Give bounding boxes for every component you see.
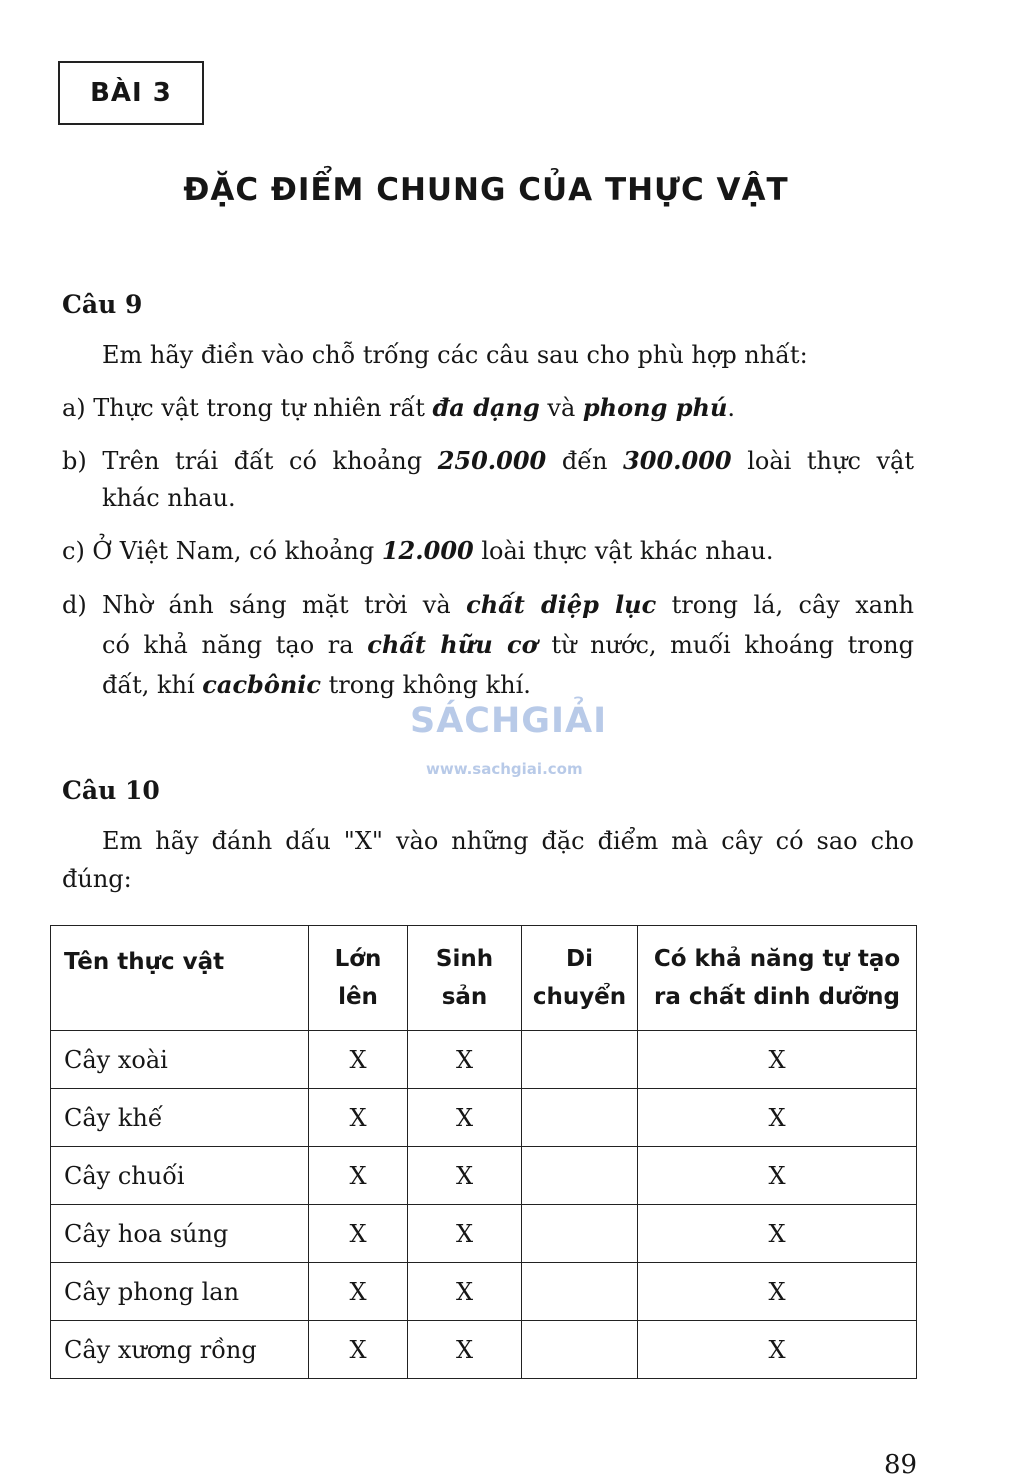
answer-d-line-3 bbox=[102, 670, 531, 699]
answer-a-blank-2: phong phú bbox=[582, 393, 728, 422]
answer-d-line-2-text: có khả năng tạo ra bbox=[102, 631, 368, 659]
answer-a-blank-1: đa dạng bbox=[432, 393, 540, 422]
self-nutrition-cell: X bbox=[638, 1205, 917, 1263]
table-row bbox=[51, 1321, 917, 1379]
question-10-title: Câu 10 bbox=[62, 776, 160, 805]
reproduction-cell: X bbox=[408, 1147, 522, 1205]
growth-cell: X bbox=[309, 1089, 408, 1147]
header-self-nutrition-line-1: Có khả năng tự tạo bbox=[653, 946, 901, 972]
header-reproduction-line-2: sản bbox=[441, 984, 488, 1010]
header-growth-line-2: lên bbox=[338, 984, 378, 1010]
answer-a-text-end: . bbox=[727, 394, 736, 422]
movement-cell bbox=[522, 1147, 638, 1205]
answer-b-line-2: khác nhau. bbox=[102, 484, 236, 512]
answer-d-line-3-text: đất, khí bbox=[102, 671, 203, 699]
reproduction-cell: X bbox=[408, 1205, 522, 1263]
question-10-prompt-line-2: đúng: bbox=[62, 865, 132, 893]
answer-d-line-2-end: từ nước, muối khoáng trong bbox=[537, 631, 915, 659]
table-row bbox=[51, 1031, 917, 1089]
growth-cell: X bbox=[309, 1147, 408, 1205]
self-nutrition-cell: X bbox=[638, 1147, 917, 1205]
watermark-url: www.sachgiai.com bbox=[426, 760, 583, 778]
traits-table bbox=[50, 925, 917, 1379]
plant-name-cell: Cây xương rồng bbox=[51, 1321, 309, 1379]
table-header-row bbox=[51, 926, 917, 1031]
reproduction-cell: X bbox=[408, 1089, 522, 1147]
question-9-title: Câu 9 bbox=[62, 290, 143, 319]
self-nutrition-cell: X bbox=[638, 1321, 917, 1379]
plant-name-cell: Cây khế bbox=[51, 1089, 309, 1147]
table-row bbox=[51, 1263, 917, 1321]
answer-d-blank-2: chất hữu cơ bbox=[367, 630, 538, 659]
answer-a bbox=[62, 393, 735, 422]
question-9-prompt: Em hãy điền vào chỗ trống các câu sau cho phù hợp nhất: bbox=[102, 341, 808, 369]
self-nutrition-cell: X bbox=[638, 1089, 917, 1147]
header-growth-line-1: Lớn bbox=[334, 946, 382, 972]
movement-cell bbox=[522, 1031, 638, 1089]
reproduction-cell: X bbox=[408, 1031, 522, 1089]
answer-a-text-mid: và bbox=[539, 394, 583, 422]
header-movement-line-1: Di bbox=[566, 946, 593, 972]
answer-d-line-1 bbox=[62, 590, 914, 619]
answer-b-text: b) Trên trái đất có khoảng bbox=[62, 447, 438, 475]
reproduction-cell: X bbox=[408, 1263, 522, 1321]
answer-b-line-1 bbox=[62, 446, 914, 475]
header-reproduction-line-1: Sinh bbox=[435, 946, 494, 972]
growth-cell: X bbox=[309, 1031, 408, 1089]
movement-cell bbox=[522, 1089, 638, 1147]
growth-cell: X bbox=[309, 1205, 408, 1263]
plant-name-cell: Cây phong lan bbox=[51, 1263, 309, 1321]
movement-cell bbox=[522, 1321, 638, 1379]
self-nutrition-cell: X bbox=[638, 1263, 917, 1321]
answer-b-text-end: loài thực vật bbox=[731, 447, 915, 475]
answer-b-text-mid: đến bbox=[546, 447, 624, 475]
page-number: 89 bbox=[884, 1450, 918, 1480]
answer-b-blank-2: 300.000 bbox=[623, 446, 732, 475]
answer-d-blank-1: chất diệp lục bbox=[466, 590, 657, 619]
header-reproduction bbox=[408, 926, 522, 1031]
growth-cell: X bbox=[309, 1263, 408, 1321]
question-10-prompt-line-1: Em hãy đánh dấu "X" vào những đặc điểm mà cây có sao cho bbox=[102, 827, 914, 855]
answer-d-text: d) Nhờ ánh sáng mặt trời và bbox=[62, 591, 467, 619]
answer-c-text: c) Ở Việt Nam, có khoảng bbox=[62, 537, 382, 565]
table-row bbox=[51, 1205, 917, 1263]
answer-c-text-end: loài thực vật khác nhau. bbox=[473, 537, 774, 565]
header-growth bbox=[309, 926, 408, 1031]
answer-c bbox=[62, 536, 774, 565]
header-self-nutrition bbox=[638, 926, 917, 1031]
answer-d-line-3-end: trong không khí. bbox=[321, 671, 531, 699]
answer-d-text-end: trong lá, cây xanh bbox=[656, 591, 914, 619]
answer-c-blank-1: 12.000 bbox=[381, 536, 474, 565]
header-movement-line-2: chuyển bbox=[532, 984, 627, 1010]
plant-name-cell: Cây chuối bbox=[51, 1147, 309, 1205]
header-movement bbox=[522, 926, 638, 1031]
answer-b-blank-1: 250.000 bbox=[437, 446, 547, 475]
self-nutrition-cell: X bbox=[638, 1031, 917, 1089]
page-title: ĐẶC ĐIỂM CHUNG CỦA THỰC VẬT bbox=[183, 172, 789, 208]
plant-name-cell: Cây hoa súng bbox=[51, 1205, 309, 1263]
movement-cell bbox=[522, 1205, 638, 1263]
table-row bbox=[51, 1147, 917, 1205]
table-row bbox=[51, 1089, 917, 1147]
header-plant-name bbox=[51, 926, 309, 1031]
movement-cell bbox=[522, 1263, 638, 1321]
plant-name-cell: Cây xoài bbox=[51, 1031, 309, 1089]
growth-cell: X bbox=[309, 1321, 408, 1379]
lesson-label: BÀI 3 bbox=[58, 61, 204, 125]
answer-d-line-2 bbox=[102, 630, 914, 659]
answer-a-text: a) Thực vật trong tự nhiên rất bbox=[62, 394, 433, 422]
answer-d-blank-3: cacbônic bbox=[202, 670, 322, 699]
reproduction-cell: X bbox=[408, 1321, 522, 1379]
watermark bbox=[410, 697, 620, 787]
header-self-nutrition-line-2: ra chất dinh dưỡng bbox=[654, 984, 900, 1010]
watermark-brand: SÁCHGIẢI bbox=[410, 701, 608, 741]
header-plant-name-text: Tên thực vật bbox=[64, 949, 225, 975]
